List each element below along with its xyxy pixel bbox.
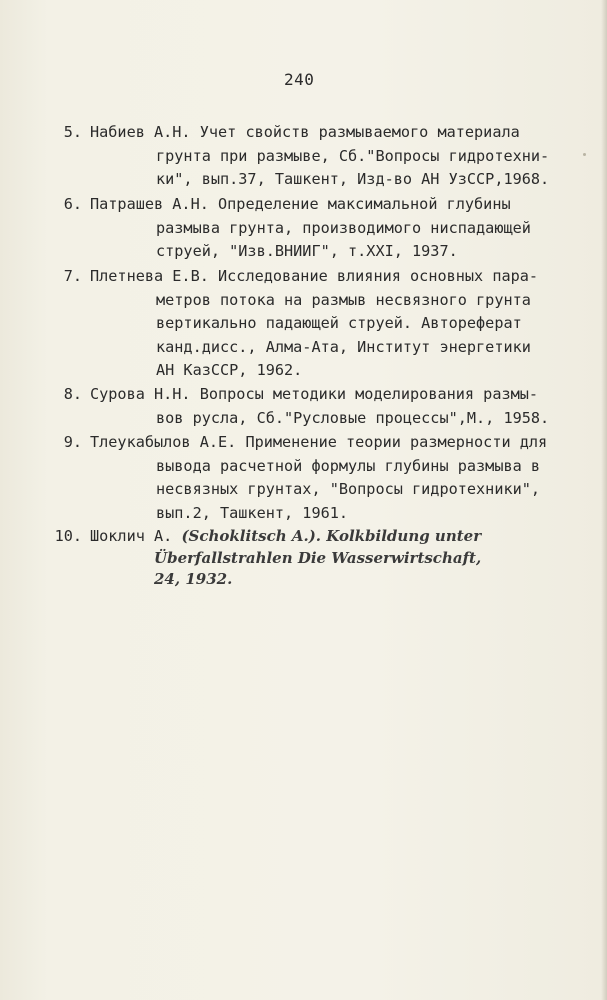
reference-number: 10. xyxy=(54,527,82,545)
reference-line: вов русла, Сб."Русловые процессы",М., 1958. xyxy=(156,408,550,427)
reference-line: канд.дисс., Алма-Ата, Институт энергетики xyxy=(156,337,531,356)
handwritten-text: 24, 1932. xyxy=(154,570,233,588)
reference-line: Патрашев А.Н. Определение максимальной глубины xyxy=(90,195,511,213)
page-number: 240 xyxy=(284,70,315,89)
handwritten-text: (Schoklitsch A.). Kolkbildung unter xyxy=(181,527,482,545)
reference-number: 9. xyxy=(63,433,82,451)
reference-line: ки", вып.37, Ташкент, Изд-во АН УзССР,1968. xyxy=(156,170,550,188)
reference-line: размыва грунта, производимого ниспадающей xyxy=(156,218,531,237)
margin-speck xyxy=(583,153,586,156)
reference-line: грунта при размыве, Сб."Вопросы гидротехни- xyxy=(156,146,550,165)
handwritten-text: Überfallstrahlen Die Wasserwirtschaft, xyxy=(154,549,482,567)
reference-number: 7. xyxy=(63,267,82,285)
reference-author: Шоклич А. xyxy=(90,527,182,545)
reference-line: вертикально падающей струей. Автореферат xyxy=(156,314,522,332)
reference-line xyxy=(90,525,481,549)
page-edge-shadow xyxy=(601,0,607,1000)
reference-line: струей, "Изв.ВНИИГ", т.XXI, 1937. xyxy=(156,242,458,260)
reference-line: Плетнева Е.В. Исследование влияния основных пара- xyxy=(90,267,539,285)
reference-line: метров потока на размыв несвязного грунта xyxy=(156,290,531,309)
reference-line: АН КазССР, 1962. xyxy=(156,361,303,379)
reference-line: несвязных грунтах, "Вопросы гидротехники", xyxy=(156,480,541,498)
reference-line: вывода расчетной формулы глубины размыва в xyxy=(156,456,541,475)
reference-line: Тлеукабылов А.Е. Применение теории размерности для xyxy=(90,433,548,451)
reference-number: 6. xyxy=(63,195,82,213)
reference-line: вып.2, Ташкент, 1961. xyxy=(156,503,349,522)
reference-number: 8. xyxy=(63,385,82,403)
reference-number: 5. xyxy=(63,123,82,141)
reference-line: Сурова Н.Н. Вопросы методики моделирования размы- xyxy=(90,385,539,403)
reference-line: Набиев А.Н. Учет свойств размываемого материала xyxy=(90,123,520,141)
